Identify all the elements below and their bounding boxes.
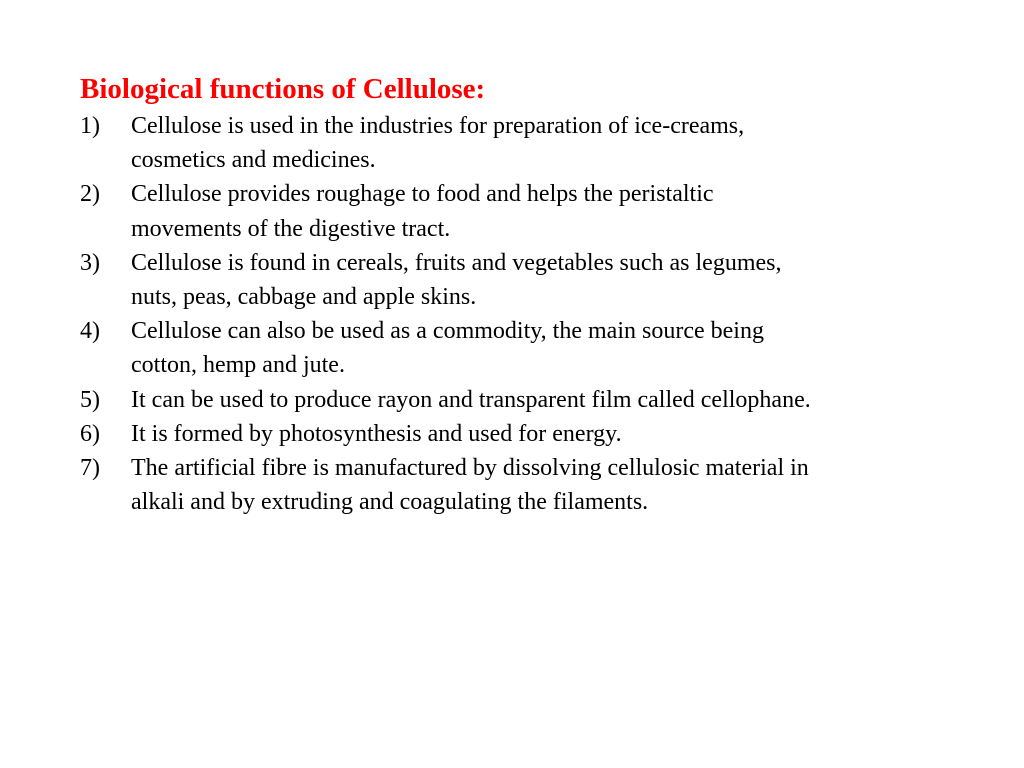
item-text-line: Cellulose is found in cereals, fruits and vegetables such as legumes, [131,249,782,276]
slide-title: Biological functions of Cellulose: [80,73,486,105]
list-item [80,177,980,245]
item-text-line: Cellulose provides roughage to food and helps the peristaltic [131,181,714,208]
item-number: 2) [80,181,100,208]
item-number: 4) [80,318,100,345]
list-item [80,109,980,177]
list-item [80,383,980,417]
item-text-line: nuts, peas, cabbage and apple skins. [131,284,477,311]
item-text-line: Cellulose is used in the industries for preparation of ice-creams, [131,113,745,139]
functions-list [80,109,980,519]
list-item [80,246,980,314]
item-number: 3) [80,249,100,276]
item-text-line: alkali and by extruding and coagulating the filaments. [131,489,649,516]
item-text-line: The artificial fibre is manufactured by dissolving cellulosic material in [131,455,809,482]
item-number: 1) [80,113,100,139]
list-item [80,417,980,451]
list-item [80,451,980,519]
item-text-line: cotton, hemp and jute. [131,352,345,379]
item-number: 5) [80,386,100,413]
item-number: 7) [80,455,100,482]
item-text-line: It can be used to produce rayon and transparent film called cellophane. [131,386,811,413]
item-number: 6) [80,420,100,447]
item-text-line: cosmetics and medicines. [131,147,376,174]
item-text-line: It is formed by photosynthesis and used for energy. [131,420,622,447]
list-item [80,314,980,382]
item-text-line: movements of the digestive tract. [131,215,451,242]
item-text-line: Cellulose can also be used as a commodity, the main source being [131,318,764,345]
